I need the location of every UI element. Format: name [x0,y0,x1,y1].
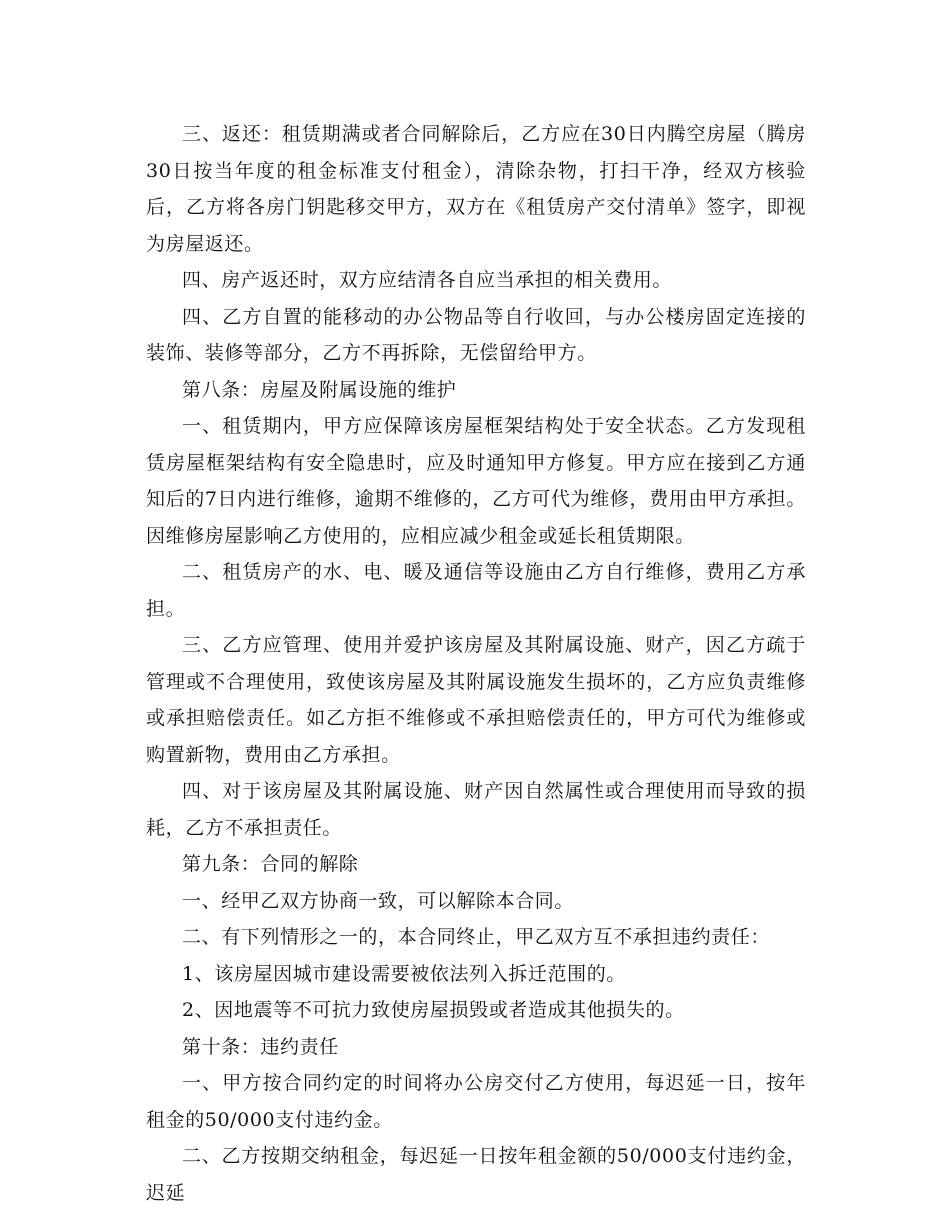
paragraph-settle-fees: 四、房产返还时，双方应结清各自应当承担的相关费用。 [182,269,673,291]
article-9-heading: 第九条：合同的解除 [182,853,359,875]
document-body [146,116,806,1211]
list-item-demolition: 1、该房屋因城市建设需要被依法列入拆迁范围的。 [182,962,626,985]
paragraph-landlord-delay: 一、甲方按合同约定的时间将办公房交付乙方使用，每迟延一日，按年租金的50/000支付违约金。 [146,1072,806,1131]
paragraph-natural-wear: 四、对于该房屋及其附属设施、财产因自然属性或合理使用而导致的损耗，乙方不承担责任。 [146,780,806,839]
paragraph-mutual-termination: 一、经甲乙双方协商一致，可以解除本合同。 [182,889,575,912]
paragraph-utilities-maintenance: 二、租赁房产的水、电、暖及通信等设施由乙方自行维修，费用乙方承担。 [146,561,806,620]
article-8-heading: 第八条：房屋及附属设施的维护 [182,378,457,401]
list-item-force-majeure: 2、因地震等不可抗力致使房屋损毁或者造成其他损失的。 [182,999,685,1021]
paragraph-tenant-care: 三、乙方应管理、使用并爱护该房屋及其附属设施、财产，因乙方疏于管理或不合理使用，致使该房屋及其附属设施发生损坏的，乙方应负责维修或承担赔偿责任。如乙方拒不维修或不承担赔偿责任的，甲方可代为维修或购置新物，费用由乙方承担。 [146,634,806,766]
paragraph-return-clause: 三、返还：租赁期满或者合同解除后，乙方应在30日内腾空房屋（腾房30日按当年度的租金标准支付租金），清除杂物，打扫干净，经双方核验后，乙方将各房门钥匙移交甲方，双方在《租赁房产交付清单》签字，即视为房屋返还。 [146,123,806,255]
paragraph-tenant-late-rent: 二、乙方按期交纳租金，每迟延一日按年租金额的50/000支付违约金，迟延 [146,1145,806,1204]
paragraph-movable-items: 四、乙方自置的能移动的办公物品等自行收回，与办公楼房固定连接的装饰、装修等部分，乙方不再拆除，无偿留给甲方。 [146,305,806,364]
paragraph-structure-safety: 一、租赁期内，甲方应保障该房屋框架结构处于安全状态。乙方发现租赁房屋框架结构有安全隐患时，应及时通知甲方修复。甲方应在接到乙方通知后的7日内进行维修，逾期不维修的，乙方可代为维修，费用由甲方承担。因维修房屋影响乙方使用的，应相应减少租金或延长租赁期限。 [146,415,806,547]
paragraph-termination-conditions: 二、有下列情形之一的，本合同终止，甲乙双方互不承担违约责任： [182,926,771,948]
article-10-heading: 第十条：违约责任 [182,1035,339,1058]
